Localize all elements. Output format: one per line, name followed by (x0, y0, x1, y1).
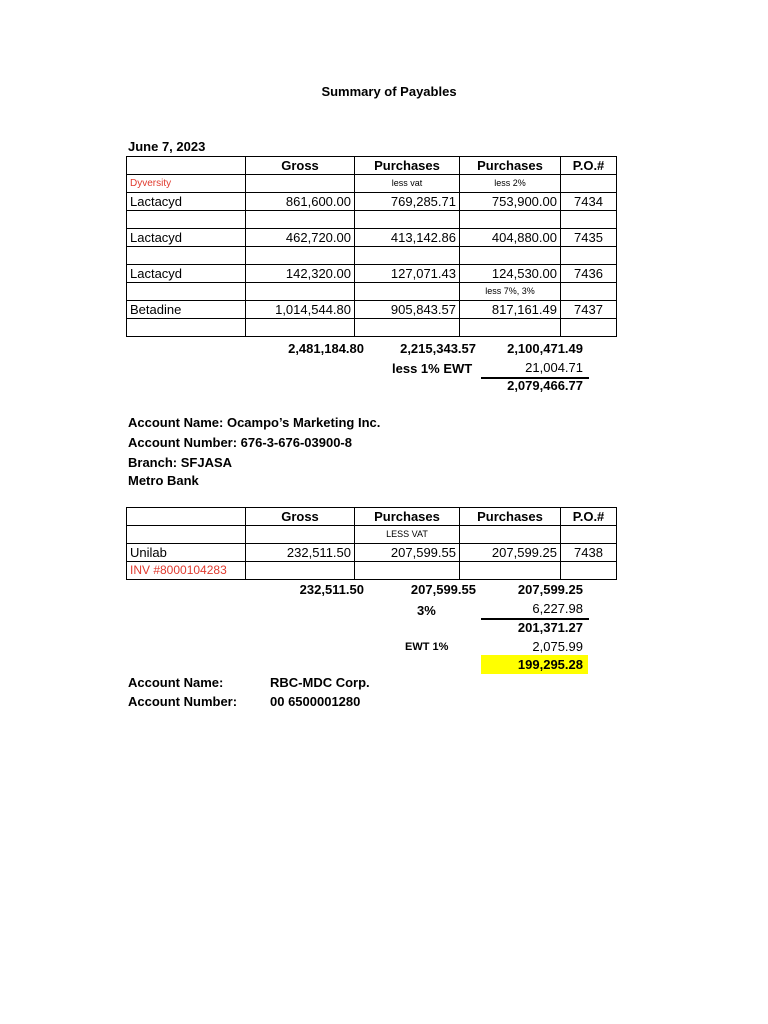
header-purchases: Purchases (355, 508, 460, 526)
purchases-less-discount: 404,880.00 (460, 229, 561, 247)
subtotal: 201,371.27 (517, 620, 583, 635)
table-cell (561, 283, 617, 301)
po-number: 7437 (561, 301, 617, 319)
total-purchases-less-discount: 2,100,471.49 (507, 341, 583, 356)
table-row (127, 562, 617, 580)
table-row (127, 229, 617, 247)
header-purchases: Purchases (355, 157, 460, 175)
table-cell (460, 211, 561, 229)
po-number: 7436 (561, 265, 617, 283)
product-name: Lactacyd (127, 193, 246, 211)
column-note: less vat (355, 175, 460, 193)
table-cell (561, 175, 617, 193)
purchases-less-discount: 753,900.00 (460, 193, 561, 211)
table-cell (561, 562, 617, 580)
column-note: less 2% (460, 175, 561, 193)
table-cell (355, 247, 460, 265)
table-cell (127, 247, 246, 265)
table-header-row (127, 508, 617, 526)
table-row (127, 283, 617, 301)
po-number: 7438 (561, 544, 617, 562)
product-name: Betadine (127, 301, 246, 319)
table-cell (246, 247, 355, 265)
total-gross: 2,481,184.80 (288, 341, 364, 356)
table-cell (355, 319, 460, 337)
column-note: LESS VAT (355, 526, 460, 544)
table-row (127, 544, 617, 562)
table-cell (561, 526, 617, 544)
ewt-label: less 1% EWT (392, 361, 473, 376)
product-name: Lactacyd (127, 229, 246, 247)
header-gross: Gross (246, 508, 355, 526)
table-row (127, 319, 617, 337)
po-number: 7435 (561, 229, 617, 247)
table-cell (460, 562, 561, 580)
header-cell (127, 157, 246, 175)
account-number-label: Account Number: (128, 694, 238, 709)
table-cell (246, 562, 355, 580)
total-purchases-less-vat: 207,599.55 (410, 582, 476, 597)
gross-amount: 462,720.00 (246, 229, 355, 247)
account-number: Account Number: 676-3-676-03900-8 (128, 435, 352, 450)
account-name: Account Name: Ocampo’s Marketing Inc. (128, 415, 381, 430)
table-cell (561, 211, 617, 229)
purchases-less-vat: 413,142.86 (355, 229, 460, 247)
table-header-row (127, 157, 617, 175)
gross-amount: 861,600.00 (246, 193, 355, 211)
purchases-less-vat: 769,285.71 (355, 193, 460, 211)
header-gross: Gross (246, 157, 355, 175)
table-cell (246, 283, 355, 301)
product-name: Unilab (127, 544, 246, 562)
table-row (127, 175, 617, 193)
table-cell (127, 211, 246, 229)
table-cell (127, 526, 246, 544)
table-row (127, 247, 617, 265)
gross-amount: 232,511.50 (246, 544, 355, 562)
account-name-label: Account Name: (128, 675, 224, 690)
table-cell (246, 319, 355, 337)
table-cell (355, 211, 460, 229)
purchases-less-discount: 124,530.00 (460, 265, 561, 283)
total-purchases: 207,599.25 (517, 582, 583, 597)
table-cell (561, 319, 617, 337)
po-number: 7434 (561, 193, 617, 211)
discount-value: 6,227.98 (532, 601, 583, 616)
table-cell (355, 562, 460, 580)
payables-table-unilab (126, 507, 617, 580)
table-row (127, 526, 617, 544)
supplier-name: Dyversity (127, 175, 246, 193)
table-cell (561, 247, 617, 265)
page-title: Summary of Payables (321, 84, 457, 99)
total-purchases-less-vat: 2,215,343.57 (400, 341, 476, 356)
table-cell (355, 283, 460, 301)
table-cell (460, 319, 561, 337)
discount-label: 3% (417, 603, 436, 618)
table-row (127, 301, 617, 319)
purchases-less-vat: 207,599.55 (355, 544, 460, 562)
table-cell (127, 283, 246, 301)
ewt-label: EWT 1% (405, 641, 449, 653)
table-cell (246, 211, 355, 229)
header-po-number: P.O.# (561, 508, 617, 526)
purchases-less-discount: 817,161.49 (460, 301, 561, 319)
ewt-value: 2,075.99 (532, 639, 583, 654)
table-cell (127, 319, 246, 337)
header-purchases-net: Purchases (460, 157, 561, 175)
branch: Branch: SFJASA (128, 455, 233, 470)
table-row (127, 265, 617, 283)
product-name: Lactacyd (127, 265, 246, 283)
report-date: June 7, 2023 (128, 139, 206, 154)
table-cell (460, 526, 561, 544)
header-cell (127, 508, 246, 526)
table-row (127, 211, 617, 229)
table-cell (246, 526, 355, 544)
table-cell (246, 175, 355, 193)
purchases-net: 207,599.25 (460, 544, 561, 562)
invoice-number: INV #8000104283 (127, 562, 246, 580)
total-gross: 232,511.50 (299, 582, 364, 597)
bank-name: Metro Bank (128, 473, 199, 488)
purchases-less-vat: 127,071.43 (355, 265, 460, 283)
payables-table-dyversity (126, 156, 617, 337)
gross-amount: 1,014,544.80 (246, 301, 355, 319)
net-total: 199,295.28 (517, 657, 583, 672)
table-cell (460, 247, 561, 265)
gross-amount: 142,320.00 (246, 265, 355, 283)
account-name-value: RBC-MDC Corp. (270, 675, 370, 690)
header-purchases-net: Purchases (460, 508, 561, 526)
column-note: less 7%, 3% (460, 283, 561, 301)
net-total: 2,079,466.77 (507, 378, 583, 393)
table-row (127, 193, 617, 211)
ewt-value: 21,004.71 (525, 360, 583, 375)
account-number-value: 00 6500001280 (270, 694, 361, 709)
header-po-number: P.O.# (561, 157, 617, 175)
purchases-less-vat: 905,843.57 (355, 301, 460, 319)
